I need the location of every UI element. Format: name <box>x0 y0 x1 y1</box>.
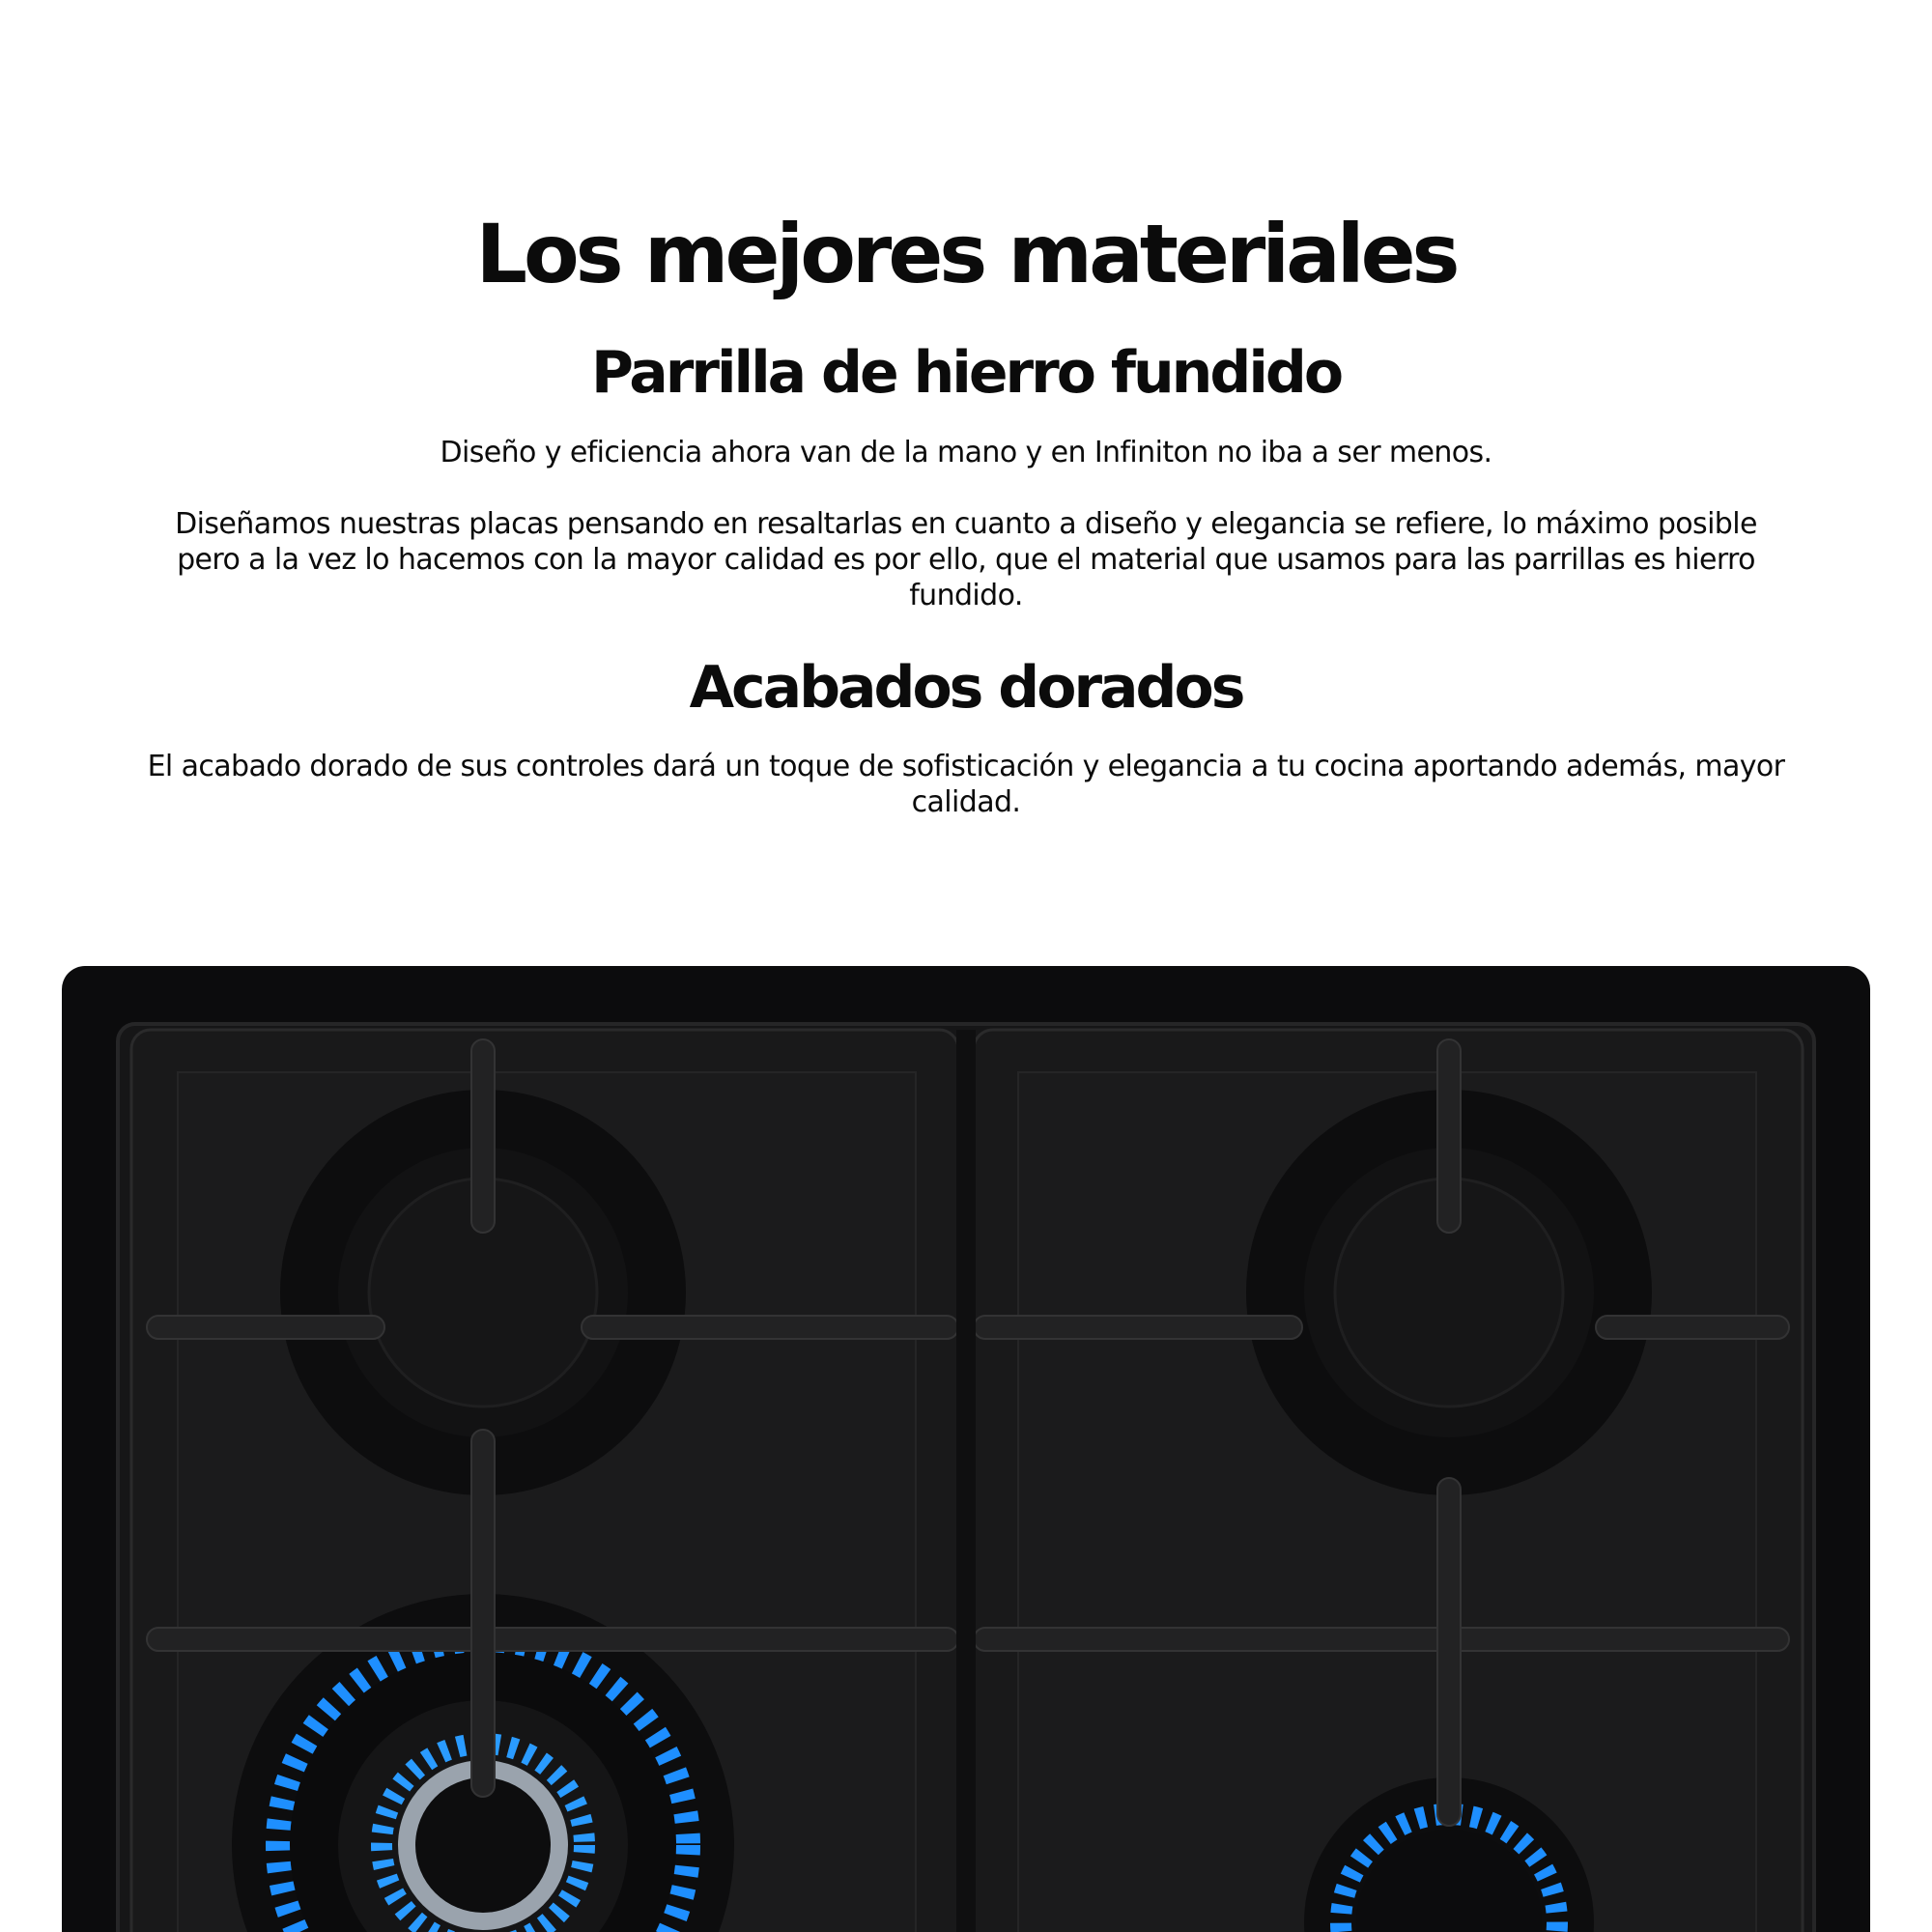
section-title-cast-iron: Parrilla de hierro fundido <box>590 339 1342 407</box>
section-title-gold-finish: Acabados dorados <box>689 654 1243 722</box>
grate-center-joint <box>956 1030 976 1932</box>
gas-hob-image <box>0 961 1932 1932</box>
gold-finish-description: El acabado dorado de sus controles dará un toque de sofisticación y elegancia a tu cocina aportando además, mayor calidad. <box>147 750 1785 819</box>
page-title: Los mejores materiales <box>475 207 1457 301</box>
cast-iron-description: Diseñamos nuestras placas pensando en resaltarlas en cuanto a diseño y elegancia se refiere, lo máximo posible pero a la vez lo hacemos con la mayor calidad es por ello, que el material que usamos para las parrillas es hierro fundido. <box>175 507 1757 612</box>
cast-iron-intro: Diseño y eficiencia ahora van de la mano y en Infiniton no iba a ser menos. <box>440 436 1492 469</box>
